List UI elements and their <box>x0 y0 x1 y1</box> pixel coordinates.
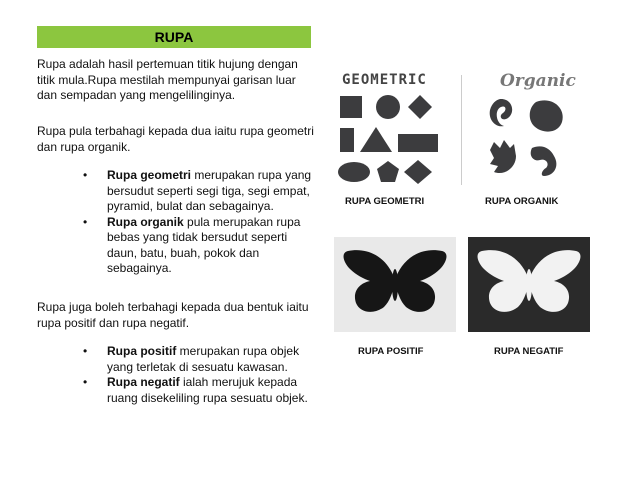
triangle-shape <box>360 127 392 152</box>
caption-positif: RUPA POSITIF <box>358 346 424 357</box>
list-positif-negatif <box>83 344 313 406</box>
butterfly-dark-shape <box>344 250 447 312</box>
ellipse-shape <box>338 162 370 182</box>
slide-title-text: RUPA <box>154 29 194 45</box>
diamond-shape <box>408 95 432 119</box>
spiral-organic-shape <box>490 99 512 126</box>
bullet: • <box>83 214 88 229</box>
list-item <box>83 215 313 277</box>
caption-organik: RUPA ORGANIK <box>485 196 559 207</box>
butterfly-dark-svg <box>334 237 456 332</box>
geometric-shapes-svg <box>330 64 458 188</box>
geometric-shapes-image <box>330 64 458 188</box>
intro-paragraph: Rupa adalah hasil pertemuan titik hujung dengan titik mula.Rupa mestilah mempunyai garisan luar dan sempadan yang mengelilinginya. <box>37 57 298 102</box>
term-desc: pula merupakan rupa bebas yang tidak bersudut seperti daun, batu, buah, pokok dan sebagainya. <box>107 214 301 275</box>
list-item <box>83 168 313 215</box>
term: Rupa organik <box>107 214 184 229</box>
list-item-text <box>107 168 313 215</box>
division-paragraph-2: Rupa juga boleh terbahagi kepada dua bentuk iaitu rupa positif dan rupa negatif. <box>37 300 309 330</box>
positive-shape-image <box>334 237 456 332</box>
tall-rect-shape <box>340 128 354 152</box>
square-shape <box>340 96 362 118</box>
list-item <box>83 375 313 406</box>
term-desc: ialah merujuk kepada ruang disekeliling rupa sesuatu objek. <box>107 375 308 405</box>
geometric-label: GEOMETRIC <box>342 72 427 88</box>
caption-negatif: RUPA NEGATIF <box>494 346 564 357</box>
pentagon-shape <box>377 161 399 182</box>
caption-geometri: RUPA GEOMETRI <box>345 196 425 207</box>
jagged-organic-shape <box>490 140 516 173</box>
bullet: • <box>83 375 88 389</box>
butterfly-light-svg <box>468 237 590 332</box>
organic-shapes-image <box>470 64 588 188</box>
division-paragraph-1: Rupa pula terbahagi kepada dua iaitu rupa geometri dan rupa organik. <box>37 124 314 154</box>
bullet: • <box>83 344 88 358</box>
term: Rupa geometri <box>107 168 192 182</box>
term: Rupa positif <box>107 344 177 358</box>
image-divider <box>461 75 462 185</box>
organic-shapes-svg <box>470 64 588 188</box>
term-desc: merupakan rupa objek yang terletak di sesuatu kawasan. <box>107 344 300 374</box>
negative-shape-image <box>468 237 590 332</box>
term: Rupa negatif <box>107 375 180 389</box>
organic-label: Organic <box>500 71 576 91</box>
circle-shape <box>376 95 400 119</box>
list-item <box>83 344 313 375</box>
slide-title <box>37 26 311 48</box>
list-geometri-organik <box>83 168 313 277</box>
butterfly-light-shape <box>478 250 581 312</box>
list-item-text <box>107 375 313 406</box>
term-desc: merupakan rupa yang bersudut seperti segi tiga, segi empat, pyramid, bulat dan sebagainya. <box>107 168 312 213</box>
blob-organic-shape <box>530 100 563 131</box>
list-item-text <box>107 344 313 375</box>
hook-organic-shape <box>531 146 557 176</box>
small-diamond-shape <box>404 160 432 184</box>
list-item-text <box>107 215 313 277</box>
wide-rect-shape <box>398 134 438 152</box>
bullet: • <box>83 168 88 182</box>
